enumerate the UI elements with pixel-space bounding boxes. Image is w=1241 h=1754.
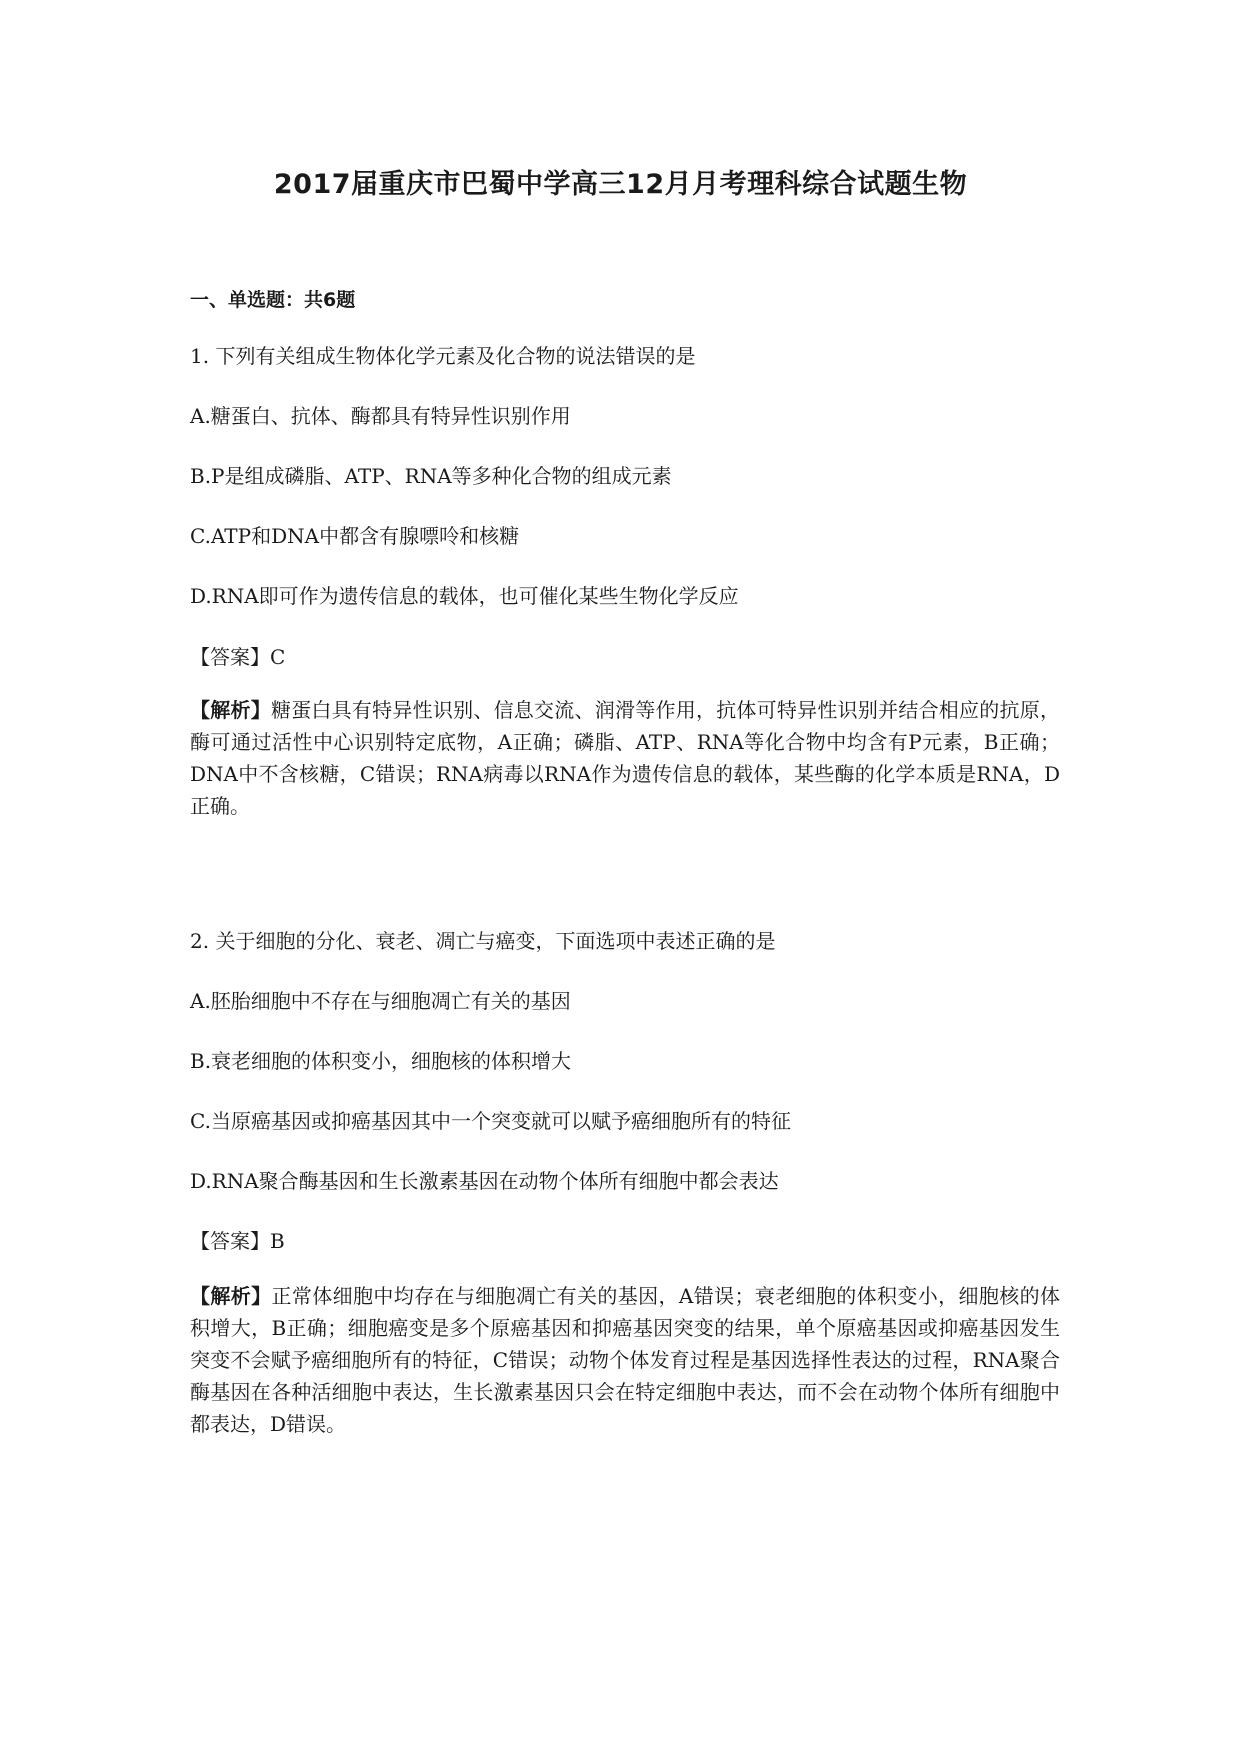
question-1-stem: 1. 下列有关组成生物体化学元素及化合物的说法错误的是 (190, 344, 696, 368)
question-1-option-c: C.ATP和DNA中都含有腺嘌呤和核糖 (190, 524, 520, 548)
analysis-label: 【解析】 (190, 698, 271, 722)
question-2-option-b: B.衰老细胞的体积变小，细胞核的体积增大 (190, 1049, 572, 1073)
question-2-option-d: D.RNA聚合酶基因和生长激素基因在动物个体所有细胞中都会表达 (190, 1169, 779, 1193)
section-heading: 一、单选题：共6题 (190, 289, 356, 311)
question-1-option-b: B.P是组成磷脂、ATP、RNA等多种化合物的组成元素 (190, 464, 672, 488)
analysis-text: 正常体细胞中均存在与细胞凋亡有关的基因，A错误；衰老细胞的体积变小，细胞核的体积增大，B正确；细胞癌变是多个原癌基因和抑癌基因突变的结果，单个原癌基因或抑癌基因发生突变不会赋予癌细胞所有的特征，C错误；动物个体发育过程是基因选择性表达的过程，RNA聚合酶基因在各种活细胞中表达，生长激素基因只会在特定细胞中表达，而不会在动物个体所有细胞中都表达，D错误。 (190, 1284, 1060, 1436)
document-title: 2017届重庆市巴蜀中学高三12月月考理科综合试题生物 (273, 169, 968, 200)
analysis-label: 【解析】 (190, 1284, 272, 1308)
question-2-answer: 【答案】B (190, 1229, 285, 1253)
question-1-analysis (190, 694, 1060, 822)
analysis-text: 糖蛋白具有特异性识别、信息交流、润滑等作用，抗体可特异性识别并结合相应的抗原，酶可通过活性中心识别特定底物，A正确；磷脂、ATP、RNA等化合物中均含有P元素，B正确；DNA中不含核糖，C错误；RNA病毒以RNA作为遗传信息的载体，某些酶的化学本质是RNA，D正确。 (190, 698, 1061, 818)
question-1-answer: 【答案】C (190, 645, 286, 669)
question-1-option-a: A.糖蛋白、抗体、酶都具有特异性识别作用 (190, 404, 571, 428)
question-1-option-d: D.RNA即可作为遗传信息的载体，也可催化某些生物化学反应 (190, 584, 739, 608)
question-2-stem: 2. 关于细胞的分化、衰老、凋亡与癌变，下面选项中表述正确的是 (190, 929, 776, 953)
question-2-option-a: A.胚胎细胞中不存在与细胞凋亡有关的基因 (190, 989, 571, 1013)
question-2-option-c: C.当原癌基因或抑癌基因其中一个突变就可以赋予癌细胞所有的特征 (190, 1109, 791, 1133)
question-2-analysis (190, 1280, 1060, 1440)
